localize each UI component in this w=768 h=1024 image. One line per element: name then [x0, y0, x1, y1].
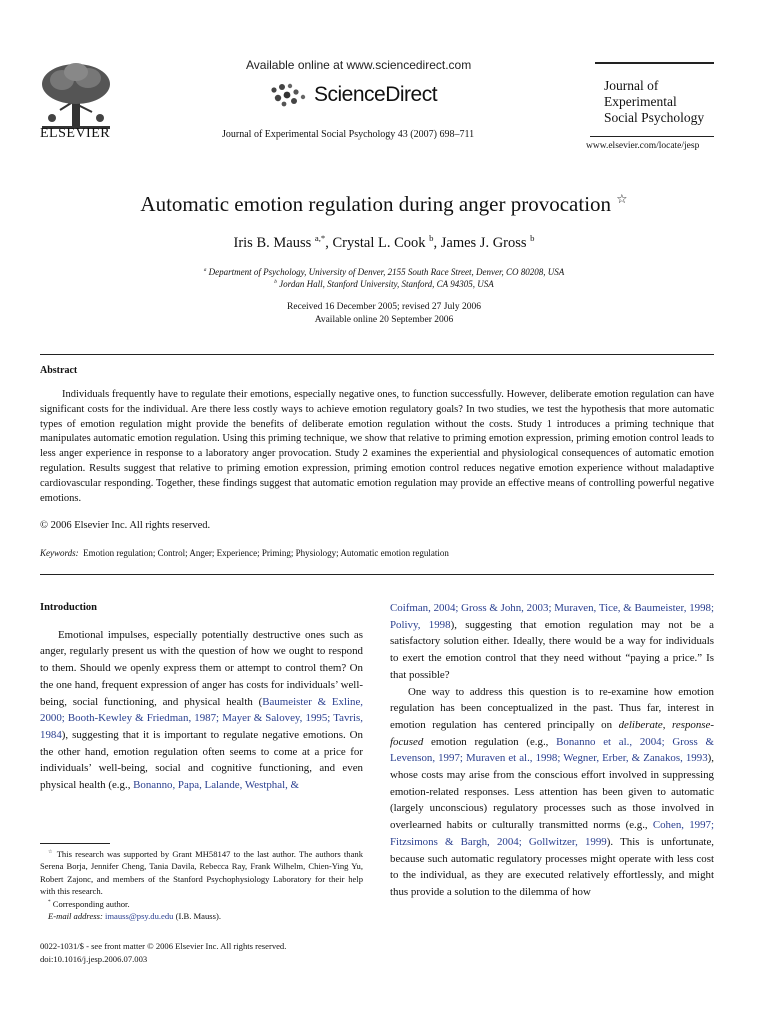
journal-url-link[interactable]: www.elsevier.com/locate/jesp [586, 141, 700, 151]
footnote-text: This research was supported by Grant MH58147 to the last author. The authors thank Serena Borja, Jennifer Cheng, Tania Davila, Rebecca Ray, Frank Wilhelm, Chien-Ying Yu, Robert Zajonc, and members of the Stanford Psychophysiology Laboratory for their help with this research. [40, 849, 364, 897]
paragraph-text: ). This is unfortunate, because such automatic regulatory processes might operate with less cost to the individual, as they are executed relatively effortlessly, and might thus provide a solution to the dilemma of how [390, 835, 714, 898]
abstract-body [40, 388, 714, 506]
header-rule [595, 62, 714, 64]
emphasis-text: response-focused [390, 718, 714, 748]
body-paragraph [40, 627, 363, 794]
paragraph-text: ), suggesting that it is important to regulate negative emotions. On the other hand, emotion regulation often seems to come at a price for individuals’ well-being, social and cognitive functioning, and even physical health (e.g., [40, 728, 363, 792]
body-paragraph [390, 684, 714, 901]
body-paragraph [390, 600, 714, 684]
footnote-mark: * [48, 898, 51, 905]
sciencedirect-dots-icon [268, 82, 310, 108]
email-label: E-mail address: [48, 911, 103, 922]
available-online-date: Available online 20 September 2006 [314, 315, 454, 325]
author-affiliation-mark[interactable]: b [429, 233, 434, 244]
abstract-bottom-rule [40, 574, 714, 575]
sciencedirect-wordmark: ScienceDirect [314, 83, 438, 106]
footnotes [40, 848, 363, 922]
article-title-text: Automatic emotion regulation during anger provocation [140, 192, 612, 216]
paragraph-text: ), whose costs may arise from the conscious effort involved in suppressing emotion-related responses. Less attention has been given to automatic (largely unconscious) regulatory processes such as those involved in overlearned habits or culturally transmitted norms (e.g., [390, 752, 714, 832]
article-title [0, 192, 768, 217]
abstract-heading: Abstract [40, 365, 78, 376]
paragraph-text: emotion regulation (e.g., [423, 735, 557, 748]
footnote [40, 848, 363, 898]
affiliation-mark: a [203, 267, 207, 273]
citation-link[interactable]: Cohen, 1997; Fitzsimons & Bargh, 2004; Gollwitzer, 1999 [390, 819, 714, 848]
author-name: James J. Gross [440, 235, 527, 251]
author-name: Iris B. Mauss [233, 235, 312, 251]
affiliation [0, 267, 768, 277]
keywords [40, 548, 449, 558]
section-heading-introduction: Introduction [40, 602, 97, 613]
doi-line[interactable]: doi:10.1016/j.jesp.2006.07.003 [40, 954, 148, 964]
footnote-rule [40, 843, 110, 844]
front-matter [40, 940, 286, 966]
issn-line: 0022-1031/$ - see front matter © 2006 Elsevier Inc. All rights reserved. [40, 941, 287, 951]
footnote [40, 898, 363, 910]
affiliation-text: Jordan Hall, Stanford University, Stanford, CA 94305, USA [279, 279, 494, 289]
author-affiliation-mark[interactable]: b [530, 233, 535, 244]
author-name: Crystal L. Cook [332, 235, 426, 251]
paragraph-text: One way to address this question is to re-examine how emotion regulation has been conceptualized in the past. Thus far, interest in emotion regulation has centered principally on [390, 685, 714, 731]
paragraph-text: Emotional impulses, especially potentially destructive ones such as anger, regularly present us with the question of how we ought to respond to them. Should we openly express them or attempt to control them? On the one hand, frequent expression of anger has costs for individuals’ well-being, social functioning, and physical health ( [40, 628, 363, 708]
citation-link[interactable]: Bonanno et al., 2004; Gross & Levenson, 1997; Muraven et al., 1998; Wegner, Erber, & Zanakos, 1993 [390, 735, 714, 765]
footnote-mark: ☆ [48, 849, 54, 856]
footnote-text: Corresponding author. [52, 898, 130, 909]
received-dates: Received 16 December 2005; revised 27 July 2006 [287, 302, 481, 312]
journal-name-line: Journal of [604, 78, 659, 93]
affiliation-mark: b [274, 279, 277, 285]
footnote-email [40, 910, 363, 922]
journal-name-line: Social Psychology [604, 110, 705, 125]
author-affiliation-mark[interactable]: a,* [314, 233, 326, 244]
publisher-wordmark: ELSEVIER [40, 126, 111, 141]
citation-link[interactable]: Coifman, 2004; Gross & John, 2003; Muraven, Tice, & Baumeister, 1998; Polivy, 1998 [390, 602, 714, 631]
right-column [390, 600, 714, 901]
affiliation-text: Department of Psychology, University of Denver, 2155 South Race Street, Denver, CO 80208, USA [208, 267, 565, 277]
paragraph-text: , [662, 718, 673, 731]
available-online-text: Available online at www.sciencedirect.com [246, 58, 472, 72]
journal-name [604, 78, 704, 126]
abstract-text: Individuals frequently have to regulate their emotions, especially negative ones, to function successfully. However, deliberate emotion regulation can have significant costs for the individual. Are there less costly ways to achieve emotion regulatory goals? In two studies, we test the hypothesis that more automatic types of emotion regulation might provide the benefits of deliberate emotion regulation without the costs. Study 1 introduces a priming technique that manipulates automatic emotion regulation. Using this priming technique, we show that relative to priming emotion expression, priming emotion control leads to less anger experience in response to a laboratory anger provocation. Study 2 examines the experiential and physiological consequences of automatic emotion regulation. Results suggest that relative to priming emotion expression, priming emotion control reduces negative emotion experience without maladaptive cardiovascular responding. Together, these findings suggest that automatic emotion regulation may provide an effective means of controlling powerful negative emotions. [40, 389, 714, 504]
emphasis-text: deliberate [618, 718, 663, 731]
email-link[interactable]: imauss@psy.du.edu [104, 911, 174, 922]
paragraph-text: ), suggesting that emotion regulation may not be a satisfactory solution either. Ideally, there would be a way for individuals to exert the emotion control that they need without “paying a price.” Is that possible? [390, 618, 714, 681]
abstract-copyright: © 2006 Elsevier Inc. All rights reserved. [40, 520, 211, 531]
journal-name-line: Experimental [604, 94, 677, 109]
affiliation [0, 279, 768, 289]
journal-citation: Journal of Experimental Social Psychology 43 (2007) 698–711 [222, 129, 475, 140]
citation-link[interactable]: Bonanno, Papa, Lalande, Westphal, & [133, 779, 300, 792]
author-list: Iris B. Mauss $^{a,*}$, Crystal L. Cook $^b$, James J. Gross $^b$ [233, 233, 535, 251]
keywords-list: Emotion regulation; Control; Anger; Experience; Priming; Physiology; Automatic emotion regulation [83, 548, 449, 558]
elsevier-tree-logo [38, 60, 114, 130]
title-footnote-mark[interactable]: ☆ [616, 192, 628, 206]
keywords-label: Keywords: [40, 548, 79, 558]
citation-link[interactable]: Baumeister & Exline, 2000; Booth-Kewley & Friedman, 1987; Mayer & Salovey, 1995; Tavris, 1984 [40, 695, 364, 741]
abstract-top-rule [40, 354, 714, 355]
left-column [40, 600, 363, 794]
header-rule-lower [590, 136, 714, 137]
email-suffix: (I.B. Mauss). [175, 911, 221, 922]
